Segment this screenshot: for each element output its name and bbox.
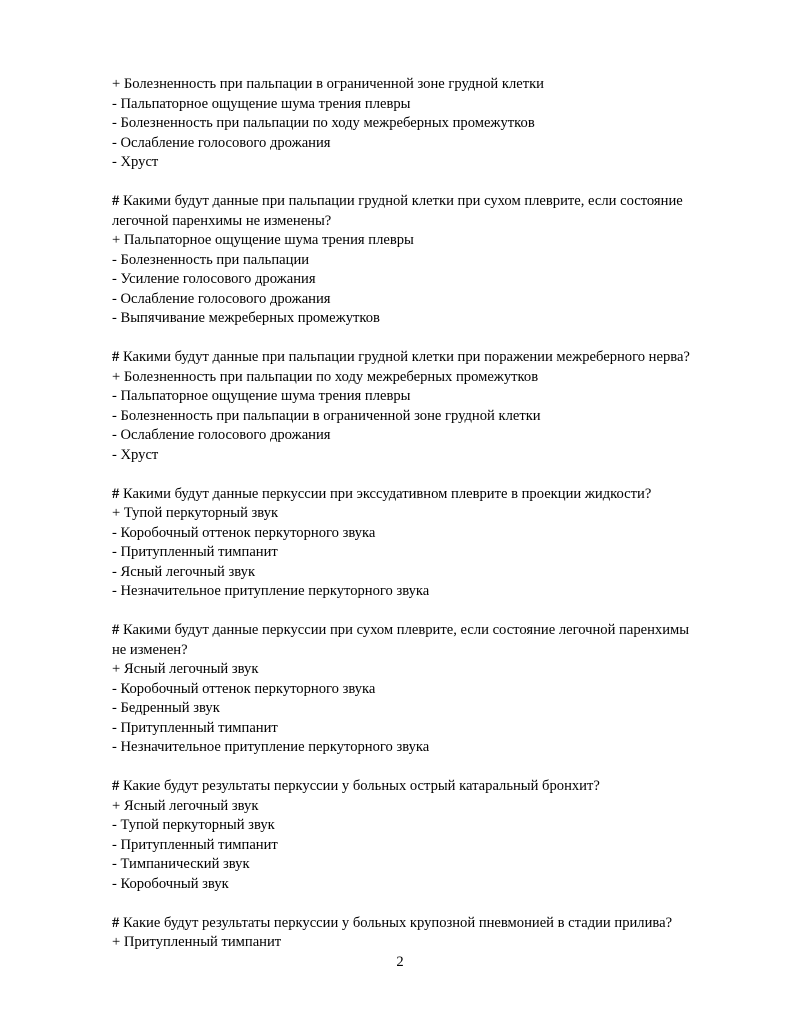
correct-answer: + Ясный легочный звук bbox=[112, 661, 259, 677]
question-block bbox=[112, 621, 747, 758]
question-list bbox=[112, 75, 747, 953]
question-block bbox=[112, 75, 747, 173]
question-line: Какие будут результаты перкуссии у больных острый катаральный бронхит? bbox=[122, 778, 600, 794]
correct-answer: + Ясный легочный звук bbox=[112, 797, 259, 814]
block-spacer bbox=[112, 329, 747, 349]
question-block bbox=[112, 348, 747, 465]
question-block bbox=[112, 914, 747, 953]
question-marker: # bbox=[112, 193, 120, 209]
question-text bbox=[112, 212, 747, 232]
block-spacer bbox=[112, 758, 747, 778]
question-marker: # bbox=[112, 778, 120, 794]
correct-answer: + Притупленный тимпанит bbox=[112, 934, 282, 950]
answer-option: - Незначительное притупление перкуторного звука bbox=[112, 739, 430, 755]
answer-option: - Хруст bbox=[112, 446, 159, 463]
answer-option: - Притупленный тимпанит bbox=[112, 836, 278, 853]
answer-option: - Ослабление голосового дрожания bbox=[112, 427, 331, 443]
block-spacer bbox=[112, 173, 747, 193]
answer-option: - Тупой перкуторный звук bbox=[112, 817, 275, 833]
block-spacer bbox=[112, 602, 747, 622]
question-text bbox=[112, 192, 747, 212]
question-line: Какие будут результаты перкуссии у больных крупозной пневмонией в стадии прилива? bbox=[122, 914, 673, 931]
answer-option: - Пальпаторное ощущение шума трения плевры bbox=[112, 388, 411, 404]
question-marker: # bbox=[112, 485, 120, 502]
question-line: Какими будут данные перкуссии при сухом плеврите, если состояние легочной паренхимы bbox=[122, 622, 690, 638]
answer-option: - Болезненность при пальпации bbox=[112, 251, 310, 268]
answer-option: - Усиление голосового дрожания bbox=[112, 271, 316, 287]
question-text bbox=[112, 348, 747, 368]
answer-option: - Ослабление голосового дрожания bbox=[112, 134, 331, 151]
answer-option: - Притупленный тимпанит bbox=[112, 544, 278, 560]
answer-option: - Хруст bbox=[112, 154, 159, 170]
question-line: Какими будут данные при пальпации грудной клетки при поражении межреберного нерва? bbox=[122, 349, 690, 365]
answer-option: - Ясный легочный звук bbox=[112, 563, 256, 580]
answer-option: - Ослабление голосового дрожания bbox=[112, 290, 331, 307]
question-text bbox=[112, 621, 747, 641]
question-block bbox=[112, 485, 747, 602]
question-marker: # bbox=[112, 349, 120, 365]
question-text bbox=[112, 485, 747, 505]
answer-option: - Коробочный оттенок перкуторного звука bbox=[112, 680, 376, 697]
question-line: не изменен? bbox=[112, 641, 188, 658]
answer-option: - Выпячивание межреберных промежутков bbox=[112, 310, 380, 326]
question-text bbox=[112, 914, 747, 934]
question-marker: # bbox=[112, 622, 120, 638]
answer-option: - Болезненность при пальпации по ходу межреберных промежутков bbox=[112, 115, 535, 131]
answer-option: - Болезненность при пальпации в ограниченной зоне грудной клетки bbox=[112, 407, 541, 424]
question-block bbox=[112, 777, 747, 894]
answer-option: - Коробочный звук bbox=[112, 875, 229, 892]
question-marker: # bbox=[112, 914, 120, 931]
answer-option: - Притупленный тимпанит bbox=[112, 719, 278, 736]
answer-option: - Незначительное притупление перкуторного звука bbox=[112, 583, 430, 599]
correct-answer: + Пальпаторное ощущение шума трения плевры bbox=[112, 232, 414, 248]
block-spacer bbox=[112, 894, 747, 914]
block-spacer bbox=[112, 465, 747, 485]
page-number: 2 bbox=[396, 954, 404, 970]
question-text bbox=[112, 641, 747, 661]
question-text bbox=[112, 777, 747, 797]
question-line: легочной паренхимы не изменены? bbox=[112, 212, 332, 229]
answer-option: - Коробочный оттенок перкуторного звука bbox=[112, 524, 376, 541]
correct-answer: + Болезненность при пальпации по ходу межреберных промежутков bbox=[112, 368, 539, 385]
question-block bbox=[112, 192, 747, 329]
correct-answer: + Тупой перкуторный звук bbox=[112, 505, 279, 521]
answer-option: - Пальпаторное ощущение шума трения плевры bbox=[112, 95, 411, 112]
answer-option: - Бедренный звук bbox=[112, 700, 220, 716]
correct-answer: + Болезненность при пальпации в ограниченной зоне грудной клетки bbox=[112, 76, 544, 92]
answer-option: - Тимпанический звук bbox=[112, 856, 250, 872]
question-line: Какими будут данные перкуссии при экссудативном плеврите в проекции жидкости? bbox=[122, 485, 652, 502]
question-line: Какими будут данные при пальпации грудной клетки при сухом плеврите, если состояние bbox=[122, 193, 683, 209]
